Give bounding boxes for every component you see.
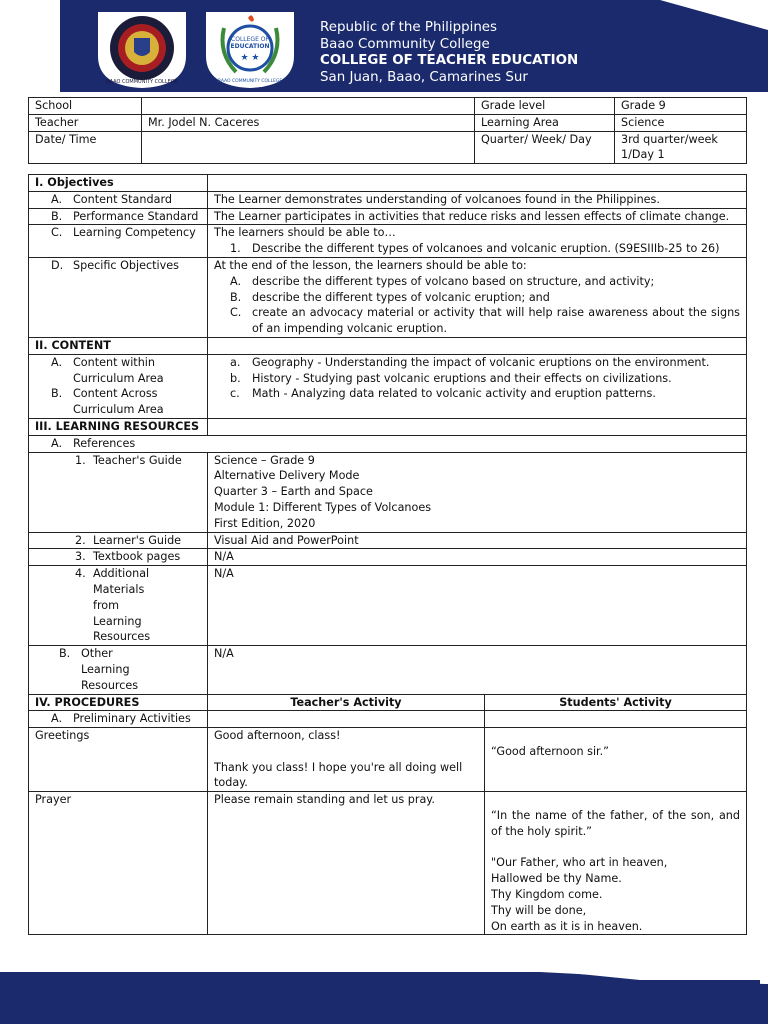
- content-standard-label: Content Standard: [73, 192, 172, 206]
- resources-heading-row: [29, 418, 747, 435]
- footer-banner: [0, 972, 768, 1024]
- svg-text:BAAO COMMUNITY COLLEGE: BAAO COMMUNITY COLLEGE: [106, 79, 178, 85]
- greetings-label: Greetings: [29, 728, 208, 792]
- preliminary-row: A. Preliminary Activities: [29, 711, 747, 728]
- learning-area-label: Learning Area: [475, 114, 615, 131]
- performance-standard-row: B. Performance Standard The Learner participates in activities that reduce risks and lessen effects of climate change.: [29, 208, 747, 225]
- prayer-teacher: Please remain standing and let us pray.: [208, 792, 485, 935]
- learning-competency-row: C. Learning Competency The learners should be able to… 1. Describe the different types of volcanoes and volcanic eruption. (S9ESIIIb-25 to 26): [29, 225, 747, 258]
- footer-background: [0, 972, 768, 1024]
- date-time-label: Date/ Time: [29, 131, 142, 164]
- textbook-pages-label: Textbook pages: [93, 550, 181, 564]
- prayer-row: [29, 792, 747, 935]
- date-time-value: [142, 131, 475, 164]
- content-heading-row: [29, 337, 747, 354]
- specific-objectives-intro: At the end of the lesson, the learners should be able to:: [214, 258, 527, 272]
- learners-guide-label: Learner's Guide: [93, 533, 182, 547]
- college-address: San Juan, Baao, Camarines Sur: [320, 69, 528, 85]
- prayer-students: “In the name of the father, of the son, and of the holy spirit.” "Our Father, who art in heaven, Hallowed be thy Name. Thy Kingdom come. Thy will be done, On earth as it is in heaven.: [485, 792, 747, 935]
- teachers-guide-value: Science – Grade 9 Alternative Delivery Mode Quarter 3 – Earth and Space Module 1: Different Types of Volcanoes First Edition, 2020: [208, 452, 747, 532]
- learners-guide-row: 2. Learner's Guide Visual Aid and PowerPoint: [29, 532, 747, 549]
- prayer-label: Prayer: [29, 792, 208, 935]
- learners-guide-value: Visual Aid and PowerPoint: [208, 532, 747, 549]
- college-name: Baao Community College: [320, 36, 490, 52]
- additional-materials-value: N/A: [208, 566, 747, 646]
- specific-objectives-label: Specific Objectives: [73, 258, 179, 272]
- learning-area-value: Science: [615, 114, 747, 131]
- teacher-value: Mr. Jodel N. Caceres: [142, 114, 475, 131]
- procedures-heading-row: [29, 694, 747, 711]
- quarter-week-day-label: Quarter/ Week/ Day: [475, 131, 615, 164]
- learning-competency-item: 1. Describe the different types of volcanoes and volcanic eruption. (S9ESIIIb-25 to 26): [230, 242, 720, 256]
- lesson-info-table: [28, 97, 747, 164]
- other-resources-label: Other Learning Resources: [81, 647, 139, 692]
- procedures-heading: IV. PROCEDURES: [29, 694, 208, 711]
- list-item: B. describe the different types of volcanic eruption; and: [230, 290, 550, 304]
- teachers-activity-header: Teacher's Activity: [208, 694, 485, 711]
- lesson-plan-table: [28, 174, 747, 935]
- learning-competency-intro: The learners should be able to…: [214, 226, 396, 240]
- teachers-guide-label: Teacher's Guide: [93, 453, 182, 467]
- additional-materials-row: 4. Additional Materials from Learning Resources N/A: [29, 566, 747, 646]
- learning-competency-label: Learning Competency: [73, 226, 196, 240]
- content-standard-value: The Learner demonstrates understanding of volcanoes found in the Philippines.: [208, 191, 747, 208]
- content-standard-row: A. Content Standard The Learner demonstrates understanding of volcanoes found in the Philippines.: [29, 191, 747, 208]
- content-row: A. Content within Curriculum Area B. Content Across Curriculum Area a. Geography - Understanding the impact of volcanic eruptions on the environment. b. History - Studying past volcanic eruptions and their effects on civilizations. c. Math - Analyzing data related to volcanic activity and eruption patterns.: [29, 354, 747, 418]
- resources-heading: III. LEARNING RESOURCES: [29, 418, 208, 435]
- content-across-label: Content Across Curriculum Area: [73, 387, 164, 417]
- additional-materials-label: Additional Materials from Learning Resources: [93, 567, 151, 644]
- greetings-teacher: Good afternoon, class! Thank you class! I hope you're all doing well today.: [208, 728, 485, 792]
- teachers-guide-row: 1. Teacher's Guide Science – Grade 9 Alternative Delivery Mode Quarter 3 – Earth and Space Module 1: Different Types of Volcanoes First Edition, 2020: [29, 452, 747, 532]
- svg-text:BAAO COMMUNITY COLLEGE: BAAO COMMUNITY COLLEGE: [217, 79, 283, 84]
- education-logo: [202, 8, 298, 88]
- preliminary-activities-label: Preliminary Activities: [73, 712, 191, 726]
- college-seal-logo: [94, 8, 190, 88]
- school-value: [142, 98, 475, 115]
- svg-text:★ ★: ★ ★: [240, 53, 260, 63]
- students-activity-header: Students' Activity: [485, 694, 747, 711]
- school-label: School: [29, 98, 142, 115]
- quarter-week-day-value: 3rd quarter/week 1/Day 1: [615, 131, 747, 164]
- specific-objectives-row: D. Specific Objectives At the end of the lesson, the learners should be able to: A. describe the different types of volcano based on structure, and activity; B. describe the different types of volcanic eruption; and C. create an advocacy material or activity that will help raise awareness about the signs of an impending volcanic eruption.: [29, 257, 747, 337]
- objectives-heading-row: [29, 175, 747, 192]
- list-item: C. create an advocacy material or activity that will help raise awareness about the signs of an impending volcanic eruption.: [230, 306, 740, 336]
- other-resources-value: N/A: [208, 646, 747, 694]
- greetings-row: [29, 728, 747, 792]
- svg-text:EDUCATION: EDUCATION: [230, 43, 270, 50]
- references-row: A. References: [29, 435, 747, 452]
- objectives-heading: I. Objectives: [29, 175, 208, 192]
- grade-level-value: Grade 9: [615, 98, 747, 115]
- other-resources-row: B. Other Learning Resources N/A: [29, 646, 747, 694]
- svg-text:COLLEGE OF: COLLEGE OF: [231, 36, 269, 43]
- header-text: [320, 20, 578, 86]
- list-item: a. Geography - Understanding the impact of volcanic eruptions on the environment.: [230, 355, 710, 369]
- list-item: c. Math - Analyzing data related to volcanic activity and eruption patterns.: [230, 387, 656, 401]
- list-item: b. History - Studying past volcanic eruptions and their effects on civilizations.: [230, 371, 672, 385]
- content-heading: II. CONTENT: [29, 337, 208, 354]
- references-label: References: [73, 436, 136, 450]
- grade-level-label: Grade level: [475, 98, 615, 115]
- republic-line: Republic of the Philippines: [320, 20, 498, 35]
- department-name: COLLEGE OF TEACHER EDUCATION: [320, 53, 579, 68]
- textbook-pages-row: 3. Textbook pages N/A: [29, 549, 747, 566]
- header-banner: [0, 0, 768, 92]
- content-within-label: Content within Curriculum Area: [73, 355, 164, 385]
- teacher-label: Teacher: [29, 114, 142, 131]
- greetings-students: “Good afternoon sir.”: [485, 728, 747, 792]
- list-item: A. describe the different types of volcano based on structure, and activity;: [230, 274, 655, 288]
- performance-standard-label: Performance Standard: [73, 209, 199, 223]
- textbook-pages-value: N/A: [208, 549, 747, 566]
- performance-standard-value: The Learner participates in activities that reduce risks and lessen effects of climate change.: [208, 208, 747, 225]
